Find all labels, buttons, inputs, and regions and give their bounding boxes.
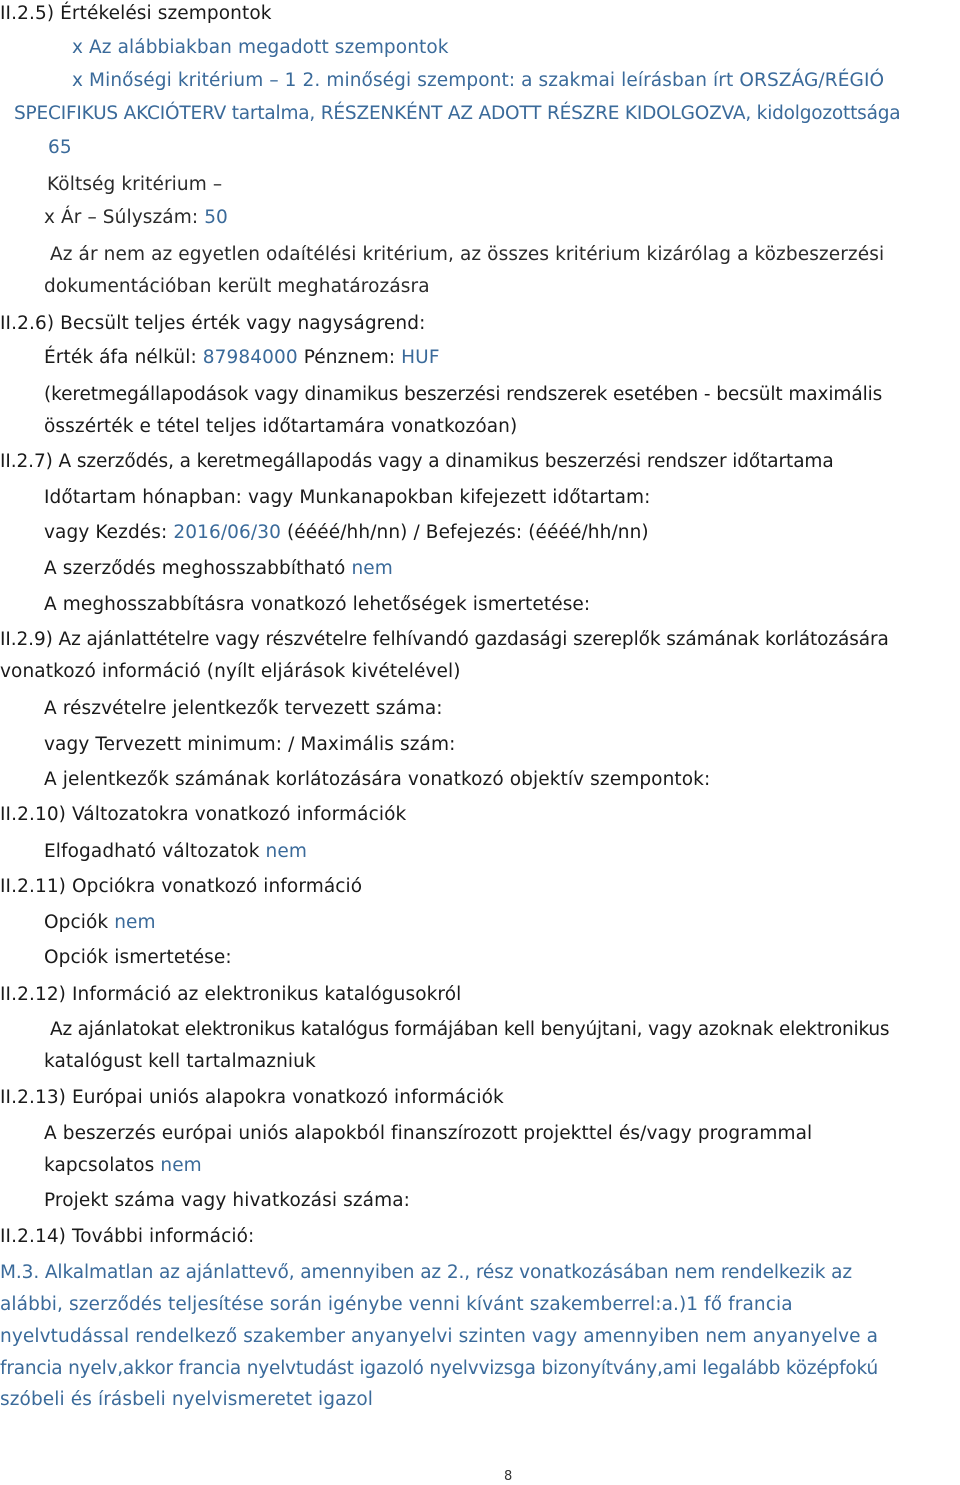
quality-criterion-text-cont: SPECIFIKUS AKCIÓTERV tartalma, RÉSZENKÉNT AZ ADOTT RÉSZRE KIDOLGOZVA, kidolgozottsága (14, 103, 901, 124)
price-weight-label: x Ár – Súlyszám: (44, 207, 205, 228)
currency-label: Pénznem: (297, 347, 402, 368)
options-line (44, 911, 156, 935)
price-weight-value: 50 (204, 207, 228, 228)
m3-line-1: M.3. Alkalmatlan az ajánlattevő, amennyiben az 2., rész vonatkozásában nem rendelkezik az (0, 1262, 853, 1283)
m3-line-3: nyelvtudással rendelkező szakember anyanyelvi szinten vagy amennyiben nem anyanyelve a (0, 1326, 879, 1347)
extension-options-line: A meghosszabbításra vonatkozó lehetőségek ismertetése: (44, 594, 591, 615)
m3-line-5: szóbeli és írásbeli nyelvismeretet igazol (0, 1389, 374, 1410)
value-note-line-2: összérték e tétel teljes időtartamára vonatkozóan) (44, 416, 518, 437)
quality-criterion-label: x Minőségi kritérium – (72, 70, 285, 91)
eu-funds-line-2 (44, 1154, 202, 1178)
quality-criterion-weight: 65 (48, 137, 72, 158)
start-date: 2016/06/30 (173, 522, 281, 543)
extension-label: A szerződés meghosszabbítható (44, 558, 352, 579)
options-value: nem (114, 912, 156, 933)
section-heading-ii-2-10: II.2.10) Változatokra vonatkozó információk (0, 804, 407, 825)
m3-line-4: francia nyelv,akkor francia nyelvtudást igazoló nyelvvizsga bizonyítvány,ami legalább középfokú (0, 1358, 879, 1379)
cost-criterion-label: Költség kritérium – (47, 174, 223, 195)
variants-label: Elfogadható változatok (44, 841, 266, 862)
project-number-line: Projekt száma vagy hivatkozási száma: (44, 1190, 410, 1211)
section-heading-ii-2-6: II.2.6) Becsült teljes érték vagy nagyságrend: (0, 313, 426, 334)
planned-applicants-line: A részvételre jelentkezők tervezett száma: (44, 698, 443, 719)
page-number: 8 (504, 1469, 513, 1484)
price-note-line-1: Az ár nem az egyetlen odaítélési kritérium, az összes kritérium kizárólag a közbeszerzési (50, 244, 885, 265)
section-heading-ii-2-9: II.2.9) Az ajánlattételre vagy részvételre felhívandó gazdasági szereplők számának korlátozására (0, 629, 889, 650)
value-note-line-1: (keretmegállapodások vagy dinamikus beszerzési rendszerek esetében - becsült maximális (44, 384, 883, 405)
value-label: Érték áfa nélkül: (44, 347, 203, 368)
min-max-line: vagy Tervezett minimum: / Maximális szám: (44, 734, 456, 755)
quality-criterion-line (72, 69, 884, 93)
section-heading-ii-2-13: II.2.13) Európai uniós alapokra vonatkozó információk (0, 1087, 504, 1108)
price-note-line-2: dokumentációban került meghatározásra (44, 276, 430, 297)
catalogue-line-2: katalógust kell tartalmazniuk (44, 1051, 316, 1072)
value-amount: 87984000 (202, 347, 298, 368)
variants-line (44, 840, 307, 864)
price-weight-line (44, 206, 228, 230)
estimated-value-line (44, 346, 440, 370)
options-label: Opciók (44, 912, 115, 933)
section-heading-ii-2-11: II.2.11) Opciókra vonatkozó információ (0, 876, 363, 897)
section-heading-ii-2-7: II.2.7) A szerződés, a keretmegállapodás vagy a dinamikus beszerzési rendszer időtartama (0, 451, 834, 472)
quality-criterion-text: 1 2. minőségi szempont: a szakmai leírásban írt ORSZÁG/RÉGIÓ (284, 70, 885, 91)
eu-funds-line-1: A beszerzés európai uniós alapokból finanszírozott projekttel és/vagy programmal (44, 1123, 813, 1144)
variants-value: nem (265, 841, 307, 862)
extension-value: nem (351, 558, 393, 579)
start-label: vagy Kezdés: (44, 522, 174, 543)
start-date-line (44, 521, 649, 545)
extension-line (44, 557, 393, 581)
catalogue-line-1: Az ajánlatokat elektronikus katalógus formájában kell benyújtani, vagy azoknak elektronikus (50, 1019, 890, 1040)
m3-line-2: alábbi, szerződés teljesítése során igénybe venni kívánt szakemberrel:a.)1 fő francia (0, 1294, 793, 1315)
duration-line: Időtartam hónapban: vagy Munkanapokban kifejezett időtartam: (44, 487, 651, 508)
section-heading-ii-2-5: II.2.5) Értékelési szempontok (0, 3, 272, 24)
section-heading-ii-2-12: II.2.12) Információ az elektronikus katalógusokról (0, 984, 462, 1005)
eu-funds-label: kapcsolatos (44, 1155, 161, 1176)
objective-criteria-line: A jelentkezők számának korlátozására vonatkozó objektív szempontok: (44, 769, 711, 790)
options-description-line: Opciók ismertetése: (44, 947, 232, 968)
section-heading-ii-2-9-cont: vonatkozó információ (nyílt eljárások kivételével) (0, 661, 461, 682)
criteria-line: x Az alábbiakban megadott szempontok (72, 37, 449, 58)
currency-value: HUF (401, 347, 440, 368)
eu-funds-value: nem (160, 1155, 202, 1176)
section-heading-ii-2-14: II.2.14) További információ: (0, 1226, 255, 1247)
end-label: (éééé/hh/nn) / Befejezés: (éééé/hh/nn) (280, 522, 649, 543)
